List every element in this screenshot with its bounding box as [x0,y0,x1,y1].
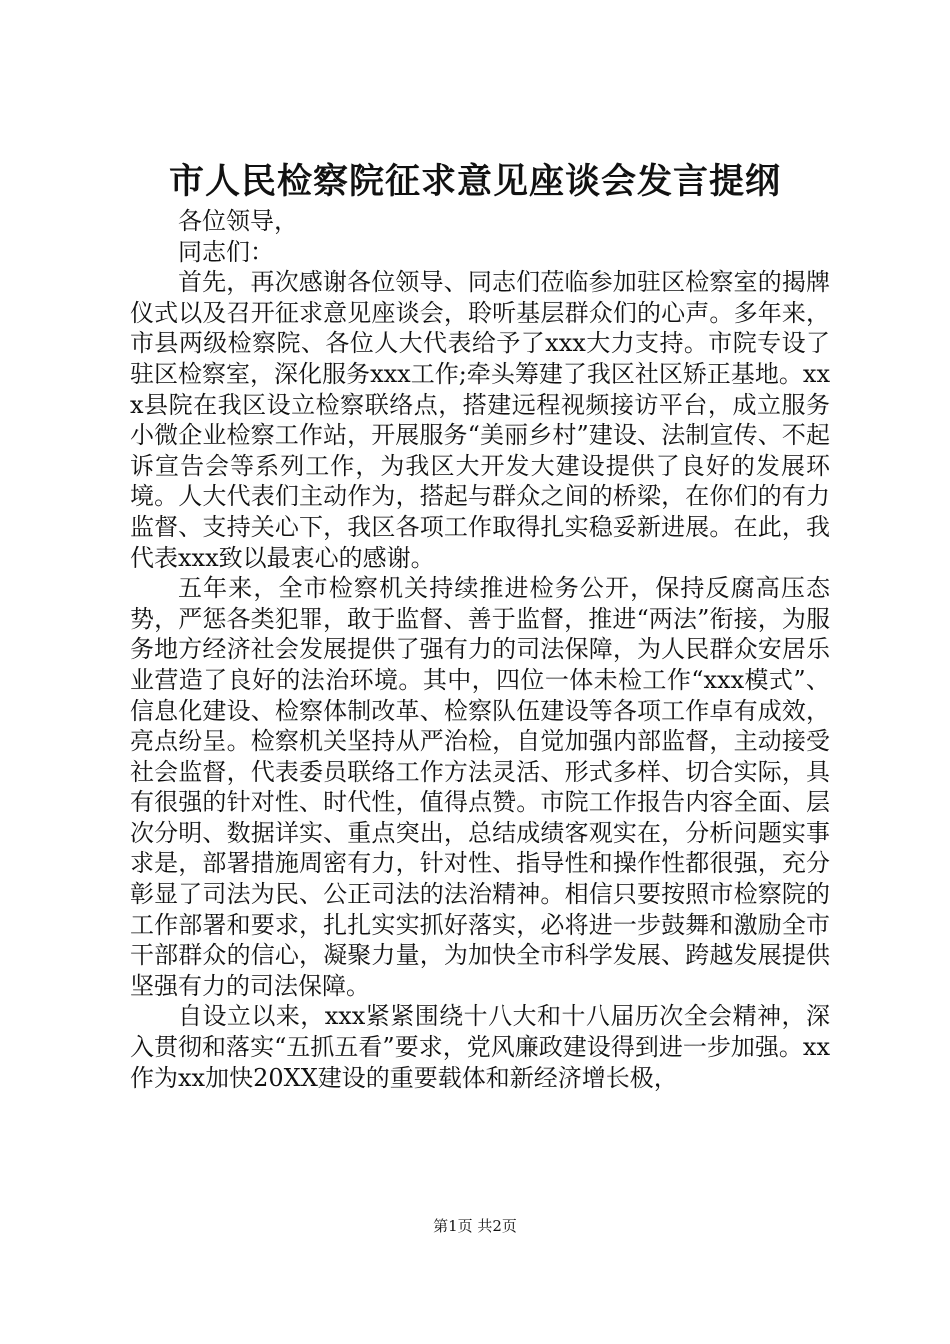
paragraph-2: 五年来，全市检察机关持续推进检务公开，保持反腐高压态势，严惩各类犯罪，敢于监督、善于监督，推进“两法”衔接，为服务地方经济社会发展提供了强有力的司法保障，为人民群众安居乐业营造了良好的法治环境。其中，四位一体未检工作“xxx模式”、信息化建设、检察体制改革、检察队伍建设等各项工作卓有成效，亮点纷呈。检察机关坚持从严治检，自觉加强内部监督，主动接受社会监督，代表委员联络工作方法灵活、形式多样、切合实际，具有很强的针对性、时代性，值得点赞。市院工作报告内容全面、层次分明、数据详实、重点突出，总结成绩客观实在，分析问题实事求是，部署措施周密有力，针对性、指导性和操作性都很强，充分彰显了司法为民、公正司法的法治精神。相信只要按照市检察院的工作部署和要求，扎扎实实抓好落实，必将进一步鼓舞和激励全市干部群众的信心，凝聚力量，为加快全市科学发展、跨越发展提供坚强有力的司法保障。 [130,574,830,1000]
greeting-comrades: 同志们： [178,237,274,266]
document-body [130,206,830,1093]
paragraph-3: 自设立以来，xxx紧紧围绕十八大和十八届历次全会精神，深入贯彻和落实“五抓五看”要求，党风廉政建设得到进一步加强。xx作为xx加快20XX建设的重要载体和新经济增长极， [130,1002,830,1092]
greeting-leaders: 各位领导， [178,207,298,235]
document-title: 市人民检察院征求意见座谈会发言提纲 [168,162,781,202]
paragraph-1: 首先，再次感谢各位领导、同志们莅临参加驻区检察室的揭牌仪式以及召开征求意见座谈会，聆听基层群众们的心声。多年来，市县两级检察院、各位人大代表给予了xxx大力支持。市院专设了驻区检察室，深化服务xxx工作;牵头筹建了我区社区矫正基地。xxx县院在我区设立检察联络点，搭建远程视频接访平台，成立服务小微企业检察工作站，开展服务“美丽乡村”建设、法制宣传、不起诉宣告会等系列工作，为我区大开发大建设提供了良好的发展环境。人大代表们主动作为，搭起与群众之间的桥梁，在你们的有力监督、支持关心下，我区各项工作取得扎实稳妥新进展。在此，我代表xxx致以最衷心的感谢。 [130,268,830,572]
page-footer: 第1页 共2页 [433,1217,517,1235]
